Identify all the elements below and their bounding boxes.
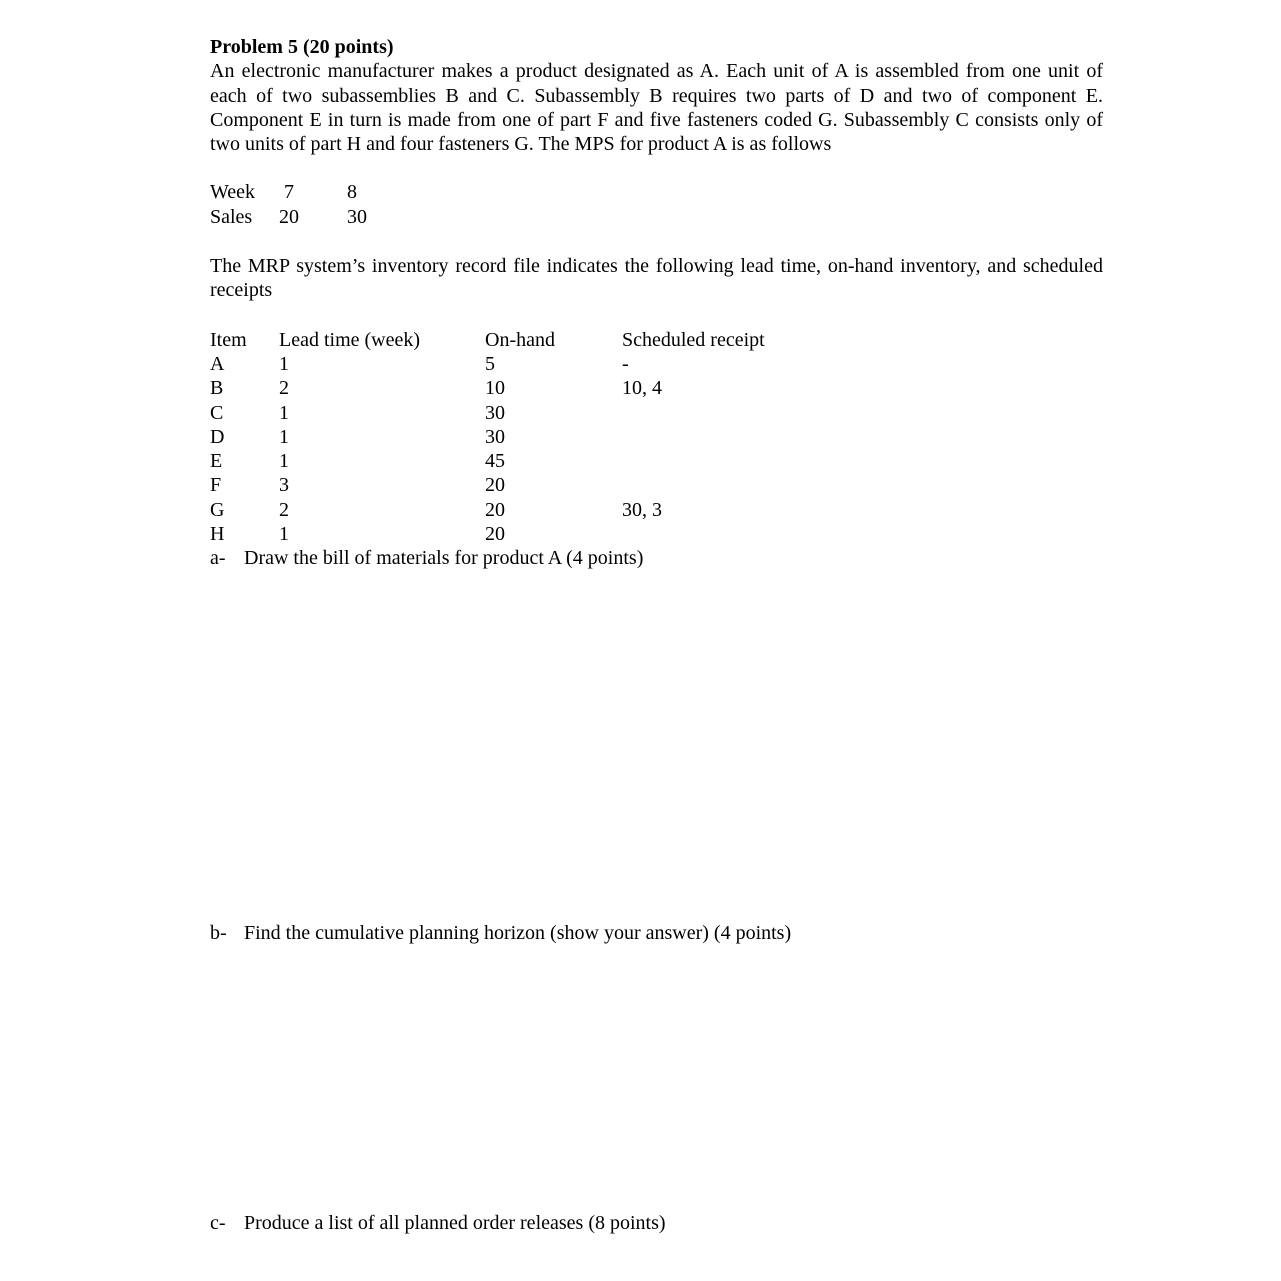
document-page — [210, 35, 1103, 571]
cell-lead-time: 2 — [279, 498, 289, 521]
cell-on-hand: 5 — [485, 352, 495, 375]
cell-on-hand: 10 — [485, 377, 505, 400]
question-b-label: b- — [210, 922, 227, 944]
cell-item: B — [210, 377, 224, 400]
cell-lead-time: 2 — [279, 377, 289, 400]
cell-on-hand: 20 — [485, 523, 505, 546]
cell-item: E — [210, 450, 223, 473]
header-item: Item — [210, 328, 247, 351]
cell-scheduled-receipt: 30, 3 — [622, 498, 662, 521]
problem-title: Problem 5 (20 points) — [210, 36, 394, 58]
cell-on-hand: 30 — [485, 425, 505, 448]
question-a — [210, 546, 1103, 570]
table-row — [210, 376, 1103, 400]
inventory-header-row — [210, 328, 1103, 352]
table-row — [210, 522, 1103, 546]
mps-week-row — [210, 180, 1103, 204]
mps-week-value: 7 — [284, 181, 294, 204]
question-a-label: a- — [210, 547, 226, 570]
cell-lead-time: 1 — [279, 352, 289, 375]
cell-item: D — [210, 425, 225, 448]
question-b-text: Find the cumulative planning horizon (show your answer) (4 points) — [244, 922, 792, 944]
mps-sales-value: 30 — [347, 205, 367, 228]
cell-scheduled-receipt: 10, 4 — [622, 377, 662, 400]
table-row — [210, 425, 1103, 449]
cell-lead-time: 1 — [279, 450, 289, 473]
table-row — [210, 473, 1103, 497]
cell-lead-time: 1 — [279, 425, 289, 448]
mps-week-label: Week — [210, 181, 256, 204]
header-scheduled-receipt: Scheduled receipt — [622, 328, 765, 351]
question-c-text: Produce a list of all planned order releases (8 points) — [244, 1212, 666, 1234]
cell-on-hand: 20 — [485, 498, 505, 521]
cell-item: H — [210, 523, 225, 546]
table-row — [210, 498, 1103, 522]
mps-sales-value: 20 — [279, 205, 299, 228]
inventory-table — [210, 328, 1103, 547]
header-lead-time: Lead time (week) — [279, 328, 421, 351]
table-row — [210, 449, 1103, 473]
question-b — [210, 921, 1103, 945]
mps-sales-row — [210, 205, 1103, 229]
cell-item: G — [210, 498, 225, 521]
cell-item: C — [210, 401, 224, 424]
cell-scheduled-receipt: - — [622, 352, 629, 375]
cell-item: F — [210, 474, 222, 497]
header-on-hand: On-hand — [485, 328, 555, 351]
inventory-intro: The MRP system’s inventory record file indicates the following lead time, on-hand inventory, and scheduled receipts — [210, 255, 1103, 302]
table-row — [210, 352, 1103, 376]
question-c-label: c- — [210, 1212, 226, 1234]
cell-on-hand: 45 — [485, 450, 505, 473]
question-a-text: Draw the bill of materials for product A (4 points) — [244, 547, 644, 570]
cell-lead-time: 1 — [279, 401, 289, 424]
table-row — [210, 401, 1103, 425]
cell-item: A — [210, 352, 225, 375]
cell-lead-time: 1 — [279, 523, 289, 546]
mps-sales-label: Sales — [210, 205, 253, 228]
mps-table — [210, 180, 1103, 229]
cell-lead-time: 3 — [279, 474, 289, 497]
question-c — [210, 1211, 1103, 1235]
cell-on-hand: 20 — [485, 474, 505, 497]
problem-intro: An electronic manufacturer makes a product designated as A. Each unit of A is assembled from one unit of each of two subassemblies B and C. Subassembly B requires two parts of D and two of component E. Component E in turn is made from one of part F and five fasteners coded G. Subassembly C consists only of two units of part H and four fasteners G. The MPS for product A is as follows — [210, 60, 1103, 156]
cell-on-hand: 30 — [485, 401, 505, 424]
mps-week-value: 8 — [347, 181, 357, 204]
